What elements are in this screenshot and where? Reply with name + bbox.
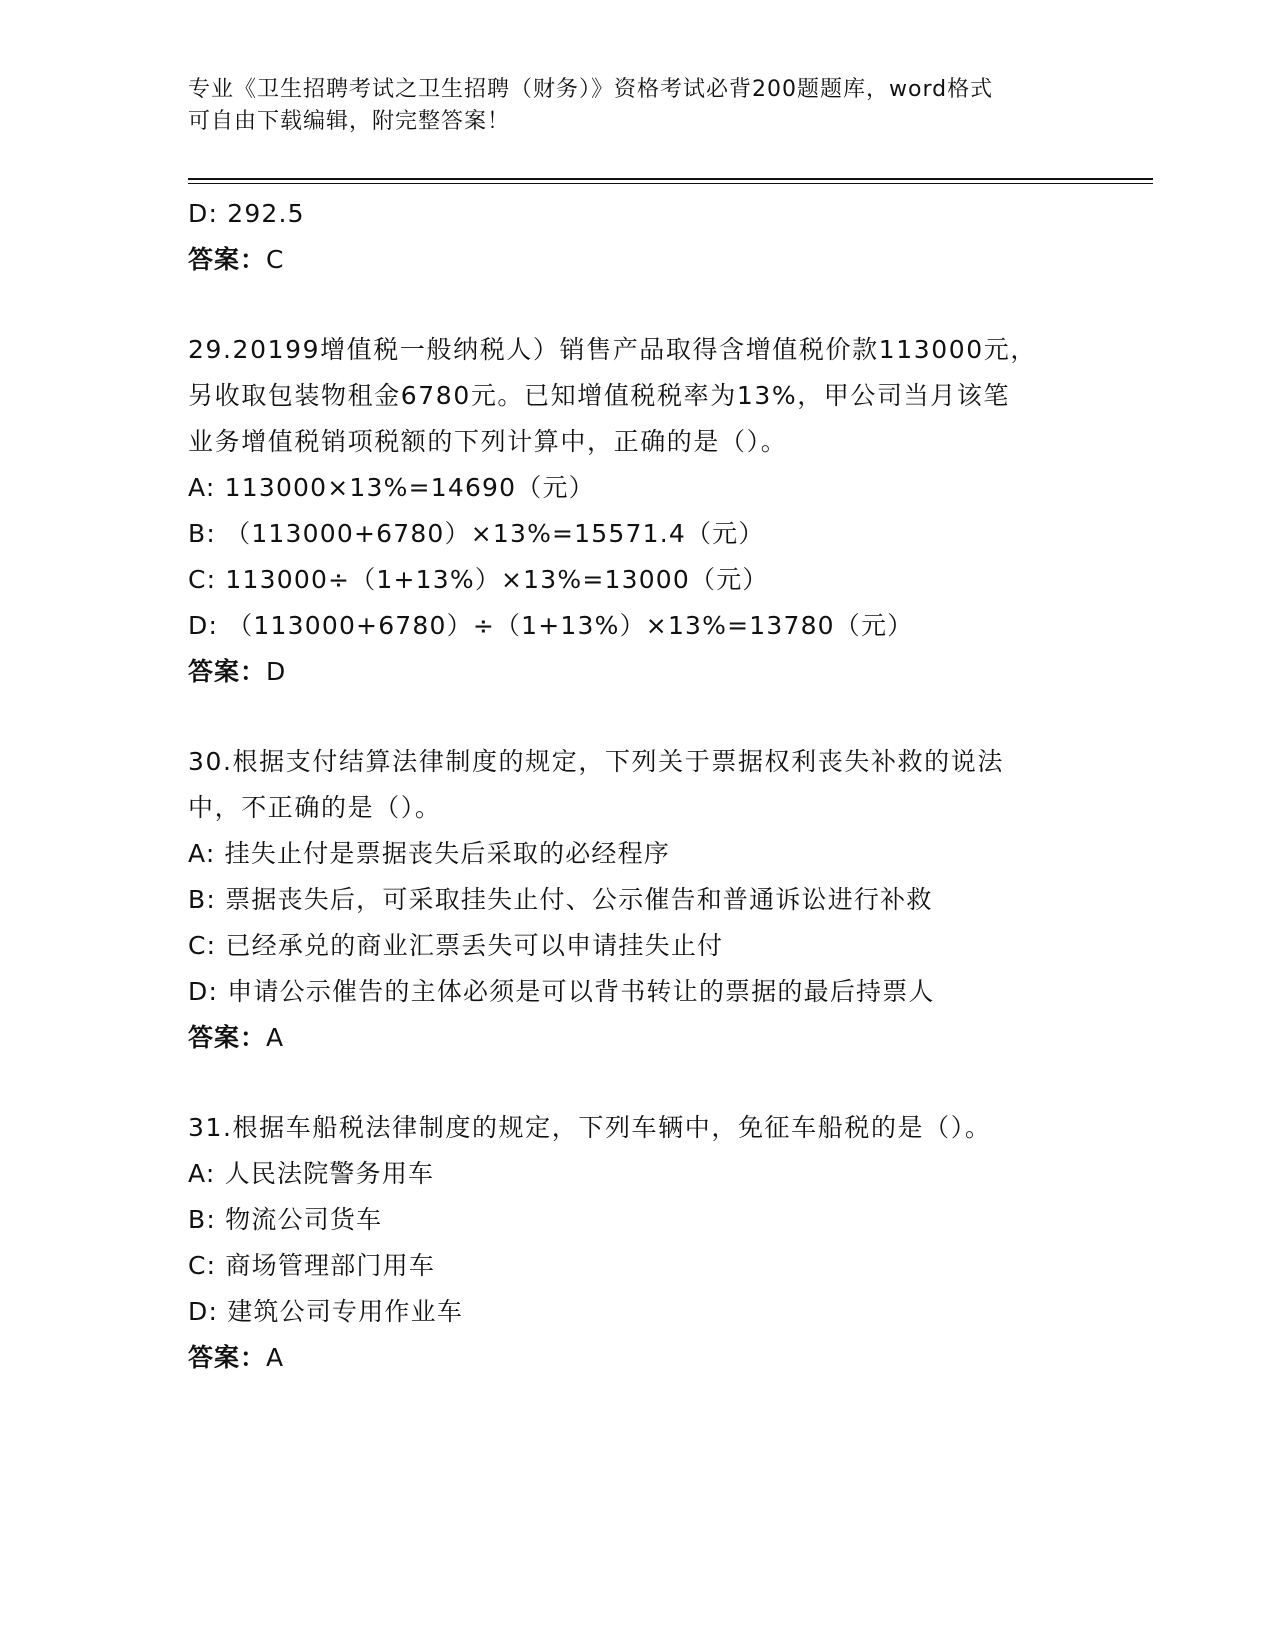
question-text (188, 327, 1088, 465)
question-text-line: 31.根据车船税法律制度的规定，下列车辆中，免征车船税的是（）。 (188, 1113, 992, 1142)
question-text-line: 另收取包装物租金6780元。已知增值税税率为13%，甲公司当月该笔 (188, 381, 1010, 410)
option-c: C: 已经承兑的商业汇票丢失可以申请挂失止付 (188, 931, 724, 960)
answer-label: 答案： (188, 1023, 267, 1052)
option-a: A: 挂失止付是票据丧失后采取的必经程序 (188, 839, 671, 868)
answer-line (188, 649, 1088, 695)
option-c: C: 商场管理部门用车 (188, 1251, 436, 1280)
answer-label: 答案： (188, 657, 267, 686)
answer-label: 答案： (188, 245, 267, 274)
option-d: D: 申请公示催告的主体必须是可以背书转让的票据的最后持票人 (188, 977, 935, 1006)
answer-value: D (266, 657, 287, 686)
question-text-line: 中，不正确的是（）。 (188, 793, 442, 822)
answer-line (188, 237, 1088, 283)
spacer (188, 283, 1088, 327)
spacer (188, 1061, 1088, 1105)
page-header (188, 74, 1068, 138)
answer-value: A (266, 1023, 285, 1052)
option-b: B: 物流公司货车 (188, 1205, 383, 1234)
spacer (188, 695, 1088, 739)
option-a: A: 人民法院警务用车 (188, 1159, 435, 1188)
question-text-line: 30.根据支付结算法律制度的规定，下列关于票据权利丧失补救的说法 (188, 747, 1004, 776)
header-divider (188, 178, 1153, 184)
question-30 (188, 739, 1088, 1061)
question-text-line: 业务增值税销项税额的下列计算中，正确的是（）。 (188, 427, 788, 456)
option-d: D: （113000+6780）÷（1+13%）×13%=13780（元） (188, 611, 914, 640)
option-b: B: 票据丧失后，可采取挂失止付、公示催告和普通诉讼进行补救 (188, 885, 933, 914)
option-d: D: 292.5 (188, 199, 305, 228)
answer-value: A (266, 1343, 285, 1372)
answer-value: C (266, 245, 285, 274)
option-b: B: （113000+6780）×13%=15571.4（元） (188, 519, 765, 548)
answer-line (188, 1335, 1088, 1381)
option-a: A: 113000×13%=14690（元） (188, 473, 595, 502)
question-29 (188, 327, 1088, 695)
answer-label: 答案： (188, 1343, 267, 1372)
question-31 (188, 1105, 1088, 1381)
header-title-line-1: 专业《卫生招聘考试之卫生招聘（财务）》资格考试必背200题题库，word格式 (188, 77, 994, 102)
previous-question-tail (188, 191, 1088, 283)
question-text-line: 29.20199增值税一般纳税人）销售产品取得含增值税价款113000元， (188, 335, 1037, 364)
header-title-line-2: 可自由下载编辑，附完整答案！ (188, 109, 511, 134)
question-content (188, 191, 1088, 1381)
answer-line (188, 1015, 1088, 1061)
option-d: D: 建筑公司专用作业车 (188, 1297, 464, 1326)
option-c: C: 113000÷（1+13%）×13%=13000（元） (188, 565, 769, 594)
question-text (188, 1105, 1088, 1151)
question-text (188, 739, 1088, 831)
